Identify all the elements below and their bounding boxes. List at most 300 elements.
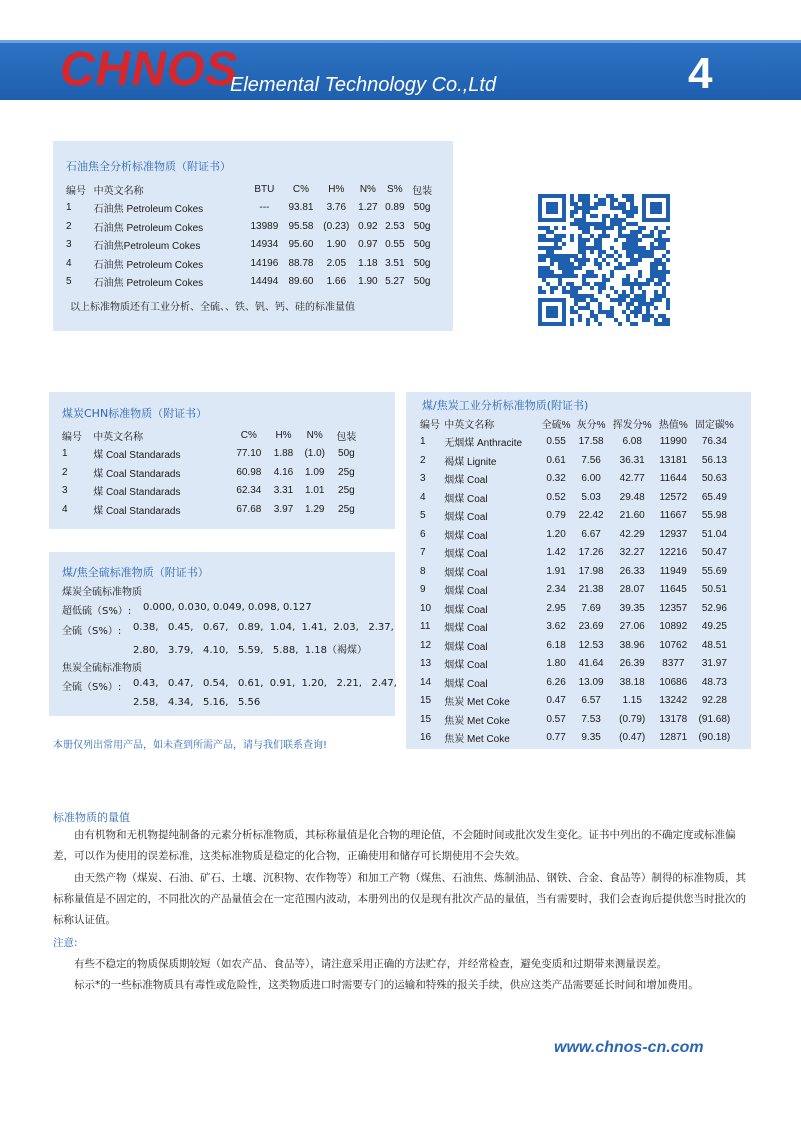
table-cell: 9 (420, 584, 426, 596)
qr-module (622, 234, 626, 238)
qr-module (662, 230, 666, 234)
qr-module (602, 274, 606, 278)
table-row (66, 273, 436, 292)
qr-module (642, 314, 646, 318)
table-cell: 15 (420, 695, 432, 707)
qr-module (634, 206, 638, 210)
qr-module (542, 274, 546, 278)
qr-module (586, 238, 590, 242)
table-cell: 1.80 (546, 658, 566, 670)
table-cell: 6.67 (581, 528, 601, 540)
qr-module (614, 250, 618, 254)
column-header: 中英文名称 (93, 431, 144, 443)
qr-module (662, 318, 666, 322)
qr-module (606, 254, 610, 258)
qr-module (570, 274, 574, 278)
qr-module (614, 214, 618, 218)
column-header: 中英文名称 (444, 419, 495, 431)
table-row (420, 488, 738, 507)
qr-module (658, 322, 662, 326)
table-cell: 烟煤 Coal (444, 660, 488, 672)
table-cell: 23.69 (578, 621, 604, 633)
table-cell: (90.18) (698, 732, 731, 744)
table-row (420, 710, 738, 729)
table-cell: 13178 (659, 713, 688, 725)
qr-module (658, 298, 662, 302)
table-cell: 烟煤 Coal (444, 678, 488, 690)
table-cell: 89.60 (288, 276, 314, 288)
qr-module (650, 202, 662, 214)
notice-title: 注意: (53, 937, 78, 949)
qr-module (618, 218, 622, 222)
qr-module (618, 230, 622, 234)
qr-module (574, 286, 578, 290)
qr-module (626, 306, 630, 310)
qr-module (578, 198, 582, 202)
qr-module (662, 246, 666, 250)
table-cell: 1.88 (273, 448, 294, 460)
qr-module (550, 250, 554, 254)
table-cell: 50g (413, 239, 431, 251)
qr-module (634, 234, 638, 238)
qr-module (638, 298, 642, 302)
table-cell: 4 (66, 257, 72, 269)
qr-module (642, 234, 646, 238)
column-header: C% (240, 429, 257, 441)
table-cell: 6.00 (581, 473, 601, 485)
table-cell: 石油焦 Petroleum Cokes (93, 278, 204, 290)
table-row (420, 581, 738, 600)
qr-module (538, 290, 542, 294)
qr-module (606, 262, 610, 266)
qr-module (554, 238, 558, 242)
qr-module (666, 270, 670, 274)
table-cell: 2 (62, 466, 68, 478)
qr-module (554, 246, 558, 250)
table-cell: 48.51 (701, 639, 727, 651)
table-cell: 42.29 (619, 528, 645, 540)
table-cell: 13989 (250, 220, 279, 232)
qr-module (570, 262, 574, 266)
table-cell: 1.42 (546, 547, 566, 559)
table-row (62, 463, 362, 482)
qr-module (546, 270, 550, 274)
table-cell: 14934 (250, 239, 279, 251)
table-cell: 14196 (250, 257, 279, 269)
table-cell: 26.33 (619, 565, 645, 577)
qr-module (578, 222, 582, 226)
qr-module (550, 290, 554, 294)
qr-module (614, 218, 618, 222)
qr-module (654, 262, 658, 266)
table-cell: 2.05 (326, 257, 347, 269)
table-cell: 92.28 (701, 695, 727, 707)
table-cell: 21.38 (578, 584, 604, 596)
qr-module (574, 274, 578, 278)
qr-module (666, 302, 670, 306)
qr-module (634, 238, 638, 242)
qr-module (602, 198, 606, 202)
qr-module (654, 294, 658, 298)
low-sulfur-label: 超低硫（S%）: (62, 606, 132, 617)
column-header: 全硫% (541, 419, 571, 431)
table-cell: 55.69 (701, 565, 727, 577)
table-cell: 1.18 (358, 257, 378, 269)
qr-module (578, 218, 582, 222)
qr-module (594, 274, 598, 278)
qr-module (558, 278, 562, 282)
table-cell: 48.73 (701, 676, 727, 688)
qr-module (642, 250, 646, 254)
qr-module (642, 298, 646, 302)
qr-module (546, 266, 550, 270)
qr-module (586, 246, 590, 250)
qr-module (606, 234, 610, 238)
qr-module (586, 198, 590, 202)
qr-module (622, 282, 626, 286)
qr-module (626, 302, 630, 306)
qr-module (622, 310, 626, 314)
qr-module (606, 278, 610, 282)
qr-module (590, 314, 594, 318)
table-cell: 38.18 (619, 676, 645, 688)
qr-module (626, 262, 630, 266)
table-cell: 7.56 (581, 454, 601, 466)
table-cell: 烟煤 Coal (444, 493, 488, 505)
qr-module (654, 226, 658, 230)
qr-module (630, 250, 634, 254)
qr-module (582, 214, 586, 218)
qr-module (538, 226, 542, 230)
table-cell: 烟煤 Coal (444, 586, 488, 598)
qr-module (622, 210, 626, 214)
qr-module (546, 226, 550, 230)
qr-module (586, 294, 590, 298)
table-cell: 13 (420, 658, 432, 670)
qr-module (626, 318, 630, 322)
qr-module (574, 202, 578, 206)
table-cell: 17.58 (578, 436, 604, 448)
qr-module (570, 270, 574, 274)
qr-module (650, 270, 654, 274)
qr-module (630, 254, 634, 258)
qr-module (630, 246, 634, 250)
qr-module (598, 290, 602, 294)
table-cell: (0.23) (323, 220, 350, 232)
qr-module (586, 226, 590, 230)
qr-module (626, 214, 630, 218)
table-cell: 50.51 (701, 584, 727, 596)
column-header: H% (275, 429, 292, 441)
qr-module (538, 274, 542, 278)
table-row (420, 470, 738, 489)
qr-module (622, 294, 626, 298)
qr-module (634, 282, 638, 286)
qr-module (582, 282, 586, 286)
qr-module (538, 234, 542, 238)
qr-module (554, 274, 558, 278)
table-cell: 93.81 (288, 202, 314, 214)
table-cell: 50g (338, 448, 355, 460)
qr-module (558, 262, 562, 266)
qr-module (618, 202, 622, 206)
table-cell: 50.47 (701, 547, 727, 559)
qr-module (582, 210, 586, 214)
qr-module (638, 310, 642, 314)
qr-module (666, 318, 670, 322)
table-cell: 95.60 (288, 239, 314, 251)
qr-module (590, 250, 594, 254)
table-cell: 1 (420, 436, 426, 448)
qr-module (666, 226, 670, 230)
table-row (66, 217, 436, 236)
qr-module (658, 282, 662, 286)
coal-chn-title: 煤炭CHN标准物质（附证书） (62, 407, 208, 420)
table-cell: 10892 (659, 621, 688, 633)
qr-module (582, 246, 586, 250)
qr-module (626, 246, 630, 250)
qr-module (546, 282, 550, 286)
qr-module (578, 238, 582, 242)
table-cell: 13.09 (578, 676, 604, 688)
qr-module (562, 274, 566, 278)
qr-module (634, 310, 638, 314)
qr-module (574, 302, 578, 306)
qr-module (630, 238, 634, 242)
qr-module (658, 246, 662, 250)
qr-module (558, 282, 562, 286)
table-cell: 煤 Coal Standarads (93, 487, 181, 499)
table-cell: 焦炭 Met Coke (444, 715, 510, 727)
qr-module (586, 206, 590, 210)
qr-module (654, 258, 658, 262)
qr-module (646, 318, 650, 322)
table-cell: 焦炭 Met Coke (444, 734, 510, 746)
qr-module (666, 298, 670, 302)
qr-module (598, 202, 602, 206)
column-header: N% (306, 429, 323, 441)
qr-module (618, 322, 622, 326)
column-header: H% (328, 183, 345, 195)
qr-module (626, 294, 630, 298)
column-header: N% (359, 183, 376, 195)
table-cell: 2.53 (385, 220, 405, 232)
qr-module (590, 222, 594, 226)
table-cell: 6.08 (622, 436, 642, 448)
qr-module (562, 242, 566, 246)
qr-module (570, 318, 574, 322)
column-header: 编号 (420, 419, 440, 431)
qr-module (638, 306, 642, 310)
qr-module (542, 266, 546, 270)
qr-module (638, 270, 642, 274)
qr-module (546, 254, 550, 258)
column-header: BTU (254, 183, 275, 195)
qr-module (658, 258, 662, 262)
table-cell: 1.15 (622, 695, 642, 707)
qr-module (578, 250, 582, 254)
qr-module (582, 274, 586, 278)
qr-module (570, 282, 574, 286)
qr-module (578, 286, 582, 290)
qr-module (578, 206, 582, 210)
qr-module (594, 222, 598, 226)
qr-module (562, 254, 566, 258)
qr-module (542, 246, 546, 250)
table-cell: 5.27 (385, 276, 405, 288)
qr-module (638, 302, 642, 306)
qr-module (662, 238, 666, 242)
qr-module (546, 250, 550, 254)
website-link[interactable]: www.chnos-cn.com (554, 1039, 704, 1056)
qr-module (630, 262, 634, 266)
qr-module (614, 206, 618, 210)
table-header-row (420, 414, 738, 433)
qr-module (626, 234, 630, 238)
qr-module (582, 298, 586, 302)
quantity-paragraph-2: 由天然产物（煤炭、石油、矿石、土壤、沉积物、农作物等）和加工产物（煤焦、石油焦、炼制油品、钢铁、合金、食品等）制得的标准物质，其标称量值是不固定的，不同批次的产品量值会在一定范围内波动，本册列出的仅是现有批次产品的量值，当有需要时，我们会查询后提供您当时批次的标称认证值。 (53, 872, 746, 926)
qr-module (622, 278, 626, 282)
qr-module (610, 202, 614, 206)
qr-module (638, 274, 642, 278)
logo-text: CHNOS (60, 43, 239, 96)
qr-module (582, 218, 586, 222)
qr-module (602, 258, 606, 262)
table-cell: 11645 (659, 584, 687, 596)
table-cell: 12357 (659, 602, 688, 614)
qr-module (610, 286, 614, 290)
qr-module (658, 278, 662, 282)
qr-module (650, 314, 654, 318)
qr-module (558, 266, 562, 270)
qr-module (598, 226, 602, 230)
qr-module (566, 258, 570, 262)
table-cell: 16 (420, 732, 432, 744)
qr-module (666, 258, 670, 262)
qr-module (590, 270, 594, 274)
qr-module (578, 226, 582, 230)
table-cell: 50.63 (701, 473, 727, 485)
table-row (66, 199, 436, 218)
qr-module (562, 258, 566, 262)
qr-module (602, 286, 606, 290)
qr-module (634, 306, 638, 310)
qr-module (638, 282, 642, 286)
qr-module (586, 306, 590, 310)
qr-module (570, 214, 574, 218)
low-sulfur-values: 0.000, 0.030, 0.049, 0.098, 0.127 (143, 602, 312, 613)
qr-module (542, 254, 546, 258)
table-cell: 25g (338, 503, 355, 515)
table-row (420, 451, 738, 470)
qr-module (558, 254, 562, 258)
coal-full-sulfur-values-2: 2.80, 3.79, 4.10, 5.59, 5.88, 1.18（褐煤） (133, 645, 367, 656)
table-cell: 50g (413, 202, 431, 214)
table-cell: 10762 (659, 639, 688, 651)
column-header: 中英文名称 (93, 185, 144, 197)
qr-module (538, 238, 542, 242)
chnos-logo (60, 43, 239, 96)
qr-module (582, 250, 586, 254)
coal-chn-table (62, 426, 362, 519)
qr-module (602, 226, 606, 230)
qr-module (646, 314, 650, 318)
qr-module (550, 286, 554, 290)
qr-module (618, 206, 622, 210)
qr-module (570, 238, 574, 242)
qr-module (650, 274, 654, 278)
qr-module (550, 258, 554, 262)
qr-module (570, 294, 574, 298)
qr-module (578, 194, 582, 198)
qr-module (586, 202, 590, 206)
table-cell: --- (259, 202, 270, 214)
table-row (420, 673, 738, 692)
table-row (420, 562, 738, 581)
qr-module (622, 298, 626, 302)
table-cell: 21.60 (619, 510, 645, 522)
qr-module (558, 238, 562, 242)
qr-module (550, 238, 554, 242)
qr-module (538, 286, 542, 290)
table-cell: 2.34 (546, 584, 566, 596)
qr-module (618, 266, 622, 270)
qr-module (586, 282, 590, 286)
table-row (66, 236, 436, 255)
qr-module (658, 314, 662, 318)
qr-module (578, 314, 582, 318)
qr-module (610, 198, 614, 202)
table-cell: 3 (420, 473, 426, 485)
table-cell: 51.04 (701, 528, 727, 540)
qr-module (662, 290, 666, 294)
qr-module (634, 250, 638, 254)
qr-module (574, 206, 578, 210)
qr-module (634, 258, 638, 262)
table-cell: 煤 Coal Standarads (93, 450, 181, 462)
qr-module (626, 238, 630, 242)
table-cell: 烟煤 Coal (444, 604, 488, 616)
qr-module (658, 294, 662, 298)
table-cell: 11990 (659, 436, 687, 448)
qr-module (626, 250, 630, 254)
qr-module (658, 270, 662, 274)
qr-module (590, 206, 594, 210)
qr-module (638, 286, 642, 290)
qr-module (626, 274, 630, 278)
qr-module (654, 298, 658, 302)
qr-module (598, 282, 602, 286)
table-cell: 49.25 (701, 621, 727, 633)
qr-module (550, 230, 554, 234)
table-cell: 3.76 (326, 202, 347, 214)
table-cell: (0.47) (619, 732, 646, 744)
qr-module (642, 254, 646, 258)
qr-module (562, 234, 566, 238)
column-header: 热值% (658, 419, 688, 431)
qr-module (622, 202, 626, 206)
table-cell: 26.39 (619, 658, 645, 670)
qr-module (646, 278, 650, 282)
qr-module (594, 194, 598, 198)
qr-module (662, 270, 666, 274)
qr-module (594, 314, 598, 318)
table-cell: 13181 (659, 454, 688, 466)
qr-module (638, 246, 642, 250)
qr-module (566, 266, 570, 270)
qr-module (666, 250, 670, 254)
qr-module (638, 258, 642, 262)
